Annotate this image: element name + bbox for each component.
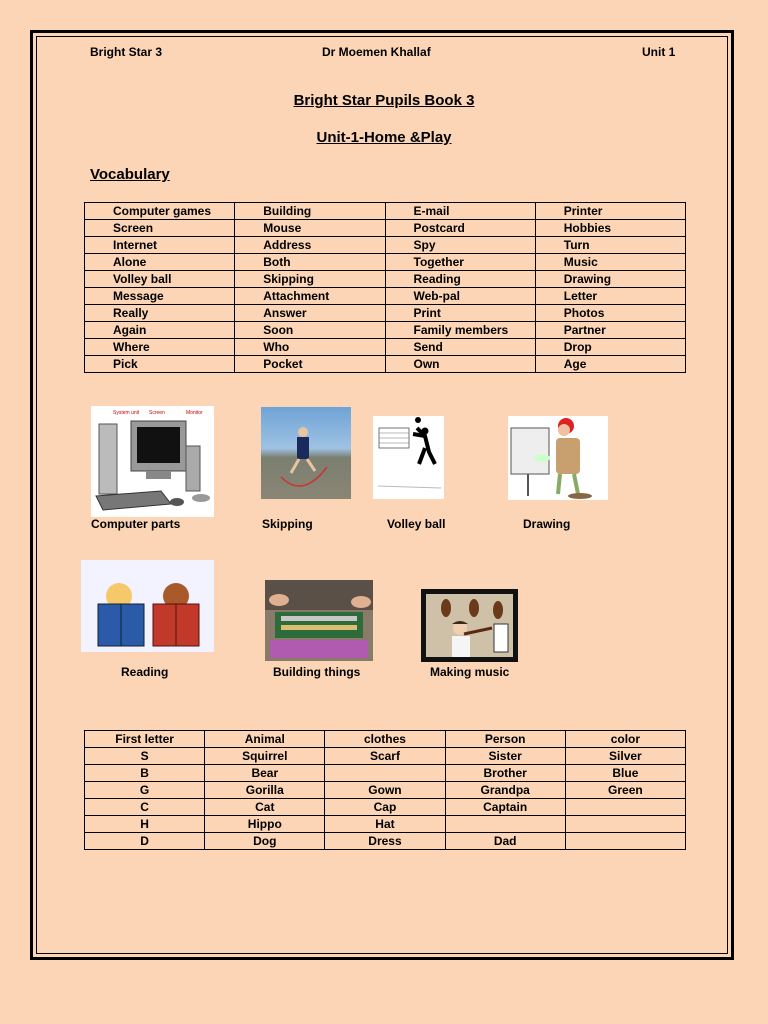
vocabulary-cell: Reading	[385, 271, 535, 288]
column-header: clothes	[325, 731, 445, 748]
caption-volley-ball: Volley ball	[387, 517, 446, 531]
vocabulary-table	[84, 202, 686, 373]
building-things-image	[265, 580, 373, 661]
vocabulary-heading: Vocabulary	[90, 166, 170, 183]
column-header: color	[565, 731, 685, 748]
table-row	[85, 339, 686, 356]
letter-table-cell: Blue	[565, 765, 685, 782]
caption-making-music: Making music	[430, 665, 510, 679]
letter-table-cell: H	[85, 816, 205, 833]
letter-table-cell: C	[85, 799, 205, 816]
svg-text:Screen: Screen	[149, 410, 165, 416]
table-row	[85, 254, 686, 271]
caption-computer-parts: Computer parts	[91, 517, 181, 531]
vocabulary-cell: Own	[385, 356, 535, 373]
vocabulary-cell: Where	[85, 339, 235, 356]
letter-table-cell	[565, 833, 685, 850]
vocabulary-cell: Both	[235, 254, 385, 271]
letter-table-cell	[445, 816, 565, 833]
table-row	[85, 799, 686, 816]
letter-table-cell: Captain	[445, 799, 565, 816]
drawing-image	[508, 416, 608, 500]
vocabulary-cell: Send	[385, 339, 535, 356]
vocabulary-cell: Turn	[535, 237, 685, 254]
caption-building-things: Building things	[273, 665, 361, 679]
letter-table-cell: Grandpa	[445, 782, 565, 799]
vocabulary-cell: Together	[385, 254, 535, 271]
vocabulary-cell: Web-pal	[385, 288, 535, 305]
vocabulary-cell: Drop	[535, 339, 685, 356]
letter-table-cell	[565, 816, 685, 833]
caption-reading: Reading	[121, 665, 169, 679]
table-row	[85, 220, 686, 237]
letter-table-cell: Dress	[325, 833, 445, 850]
page-subtitle: Unit-1-Home &Play	[316, 129, 452, 146]
letter-table-cell: Gown	[325, 782, 445, 799]
letter-table-cell: Gorilla	[205, 782, 325, 799]
vocabulary-cell: Age	[535, 356, 685, 373]
vocabulary-cell: Volley ball	[85, 271, 235, 288]
table-row	[85, 322, 686, 339]
vocabulary-cell: Partner	[535, 322, 685, 339]
letter-table-cell: Dad	[445, 833, 565, 850]
letter-table-cell: B	[85, 765, 205, 782]
letter-table-cell: Squirrel	[205, 748, 325, 765]
vocabulary-cell: Address	[235, 237, 385, 254]
header-unit: Unit 1	[642, 45, 676, 59]
vocabulary-cell: Family members	[385, 322, 535, 339]
vocabulary-cell: Alone	[85, 254, 235, 271]
vocabulary-cell: Letter	[535, 288, 685, 305]
letter-table-cell: Cat	[205, 799, 325, 816]
letter-table-cell: S	[85, 748, 205, 765]
header-author: Dr Moemen Khallaf	[322, 45, 431, 59]
letter-table-cell	[325, 765, 445, 782]
letter-table-cell: Brother	[445, 765, 565, 782]
letter-table-cell: Sister	[445, 748, 565, 765]
vocabulary-cell: Hobbies	[535, 220, 685, 237]
vocabulary-cell: Building	[235, 203, 385, 220]
table-row	[85, 748, 686, 765]
table-row	[85, 816, 686, 833]
vocabulary-cell: E-mail	[385, 203, 535, 220]
first-letter-table	[84, 730, 686, 850]
vocabulary-cell: Skipping	[235, 271, 385, 288]
vocabulary-cell: Attachment	[235, 288, 385, 305]
caption-skipping: Skipping	[262, 517, 313, 531]
caption-drawing: Drawing	[523, 517, 571, 531]
column-header: First letter	[85, 731, 205, 748]
column-header: Animal	[205, 731, 325, 748]
vocabulary-cell: Printer	[535, 203, 685, 220]
vocabulary-cell: Who	[235, 339, 385, 356]
table-header-row	[85, 731, 686, 748]
vocabulary-cell: Internet	[85, 237, 235, 254]
header-book: Bright Star 3	[90, 45, 163, 59]
page-title: Bright Star Pupils Book 3	[293, 92, 475, 109]
vocabulary-cell: Computer games	[85, 203, 235, 220]
vocabulary-cell: Postcard	[385, 220, 535, 237]
column-header: Person	[445, 731, 565, 748]
volley-ball-image	[373, 416, 444, 499]
table-row	[85, 782, 686, 799]
letter-table-cell: Silver	[565, 748, 685, 765]
table-row	[85, 765, 686, 782]
letter-table-cell: Green	[565, 782, 685, 799]
vocabulary-cell: Soon	[235, 322, 385, 339]
svg-text:Monitor: Monitor	[186, 410, 203, 416]
vocabulary-cell: Mouse	[235, 220, 385, 237]
letter-table-cell: Hat	[325, 816, 445, 833]
vocabulary-cell: Answer	[235, 305, 385, 322]
letter-table-cell: D	[85, 833, 205, 850]
vocabulary-cell: Pocket	[235, 356, 385, 373]
vocabulary-cell: Pick	[85, 356, 235, 373]
letter-table-cell: Cap	[325, 799, 445, 816]
table-row	[85, 271, 686, 288]
table-row	[85, 833, 686, 850]
vocabulary-cell: Print	[385, 305, 535, 322]
vocabulary-cell: Drawing	[535, 271, 685, 288]
vocabulary-cell: Again	[85, 322, 235, 339]
table-row	[85, 305, 686, 322]
table-row	[85, 288, 686, 305]
letter-table-cell: Scarf	[325, 748, 445, 765]
table-row	[85, 203, 686, 220]
computer-parts-image	[91, 406, 214, 517]
vocabulary-cell: Photos	[535, 305, 685, 322]
letter-table-cell: Dog	[205, 833, 325, 850]
vocabulary-cell: Spy	[385, 237, 535, 254]
letter-table-cell: Hippo	[205, 816, 325, 833]
vocabulary-cell: Music	[535, 254, 685, 271]
vocabulary-cell: Really	[85, 305, 235, 322]
making-music-image	[421, 589, 518, 662]
letter-table-cell: Bear	[205, 765, 325, 782]
vocabulary-cell: Screen	[85, 220, 235, 237]
vocabulary-cell: Message	[85, 288, 235, 305]
reading-image	[81, 560, 214, 652]
svg-text:System unit: System unit	[113, 410, 140, 416]
letter-table-cell	[565, 799, 685, 816]
table-row	[85, 356, 686, 373]
letter-table-cell: G	[85, 782, 205, 799]
skipping-image	[261, 407, 351, 499]
table-row	[85, 237, 686, 254]
